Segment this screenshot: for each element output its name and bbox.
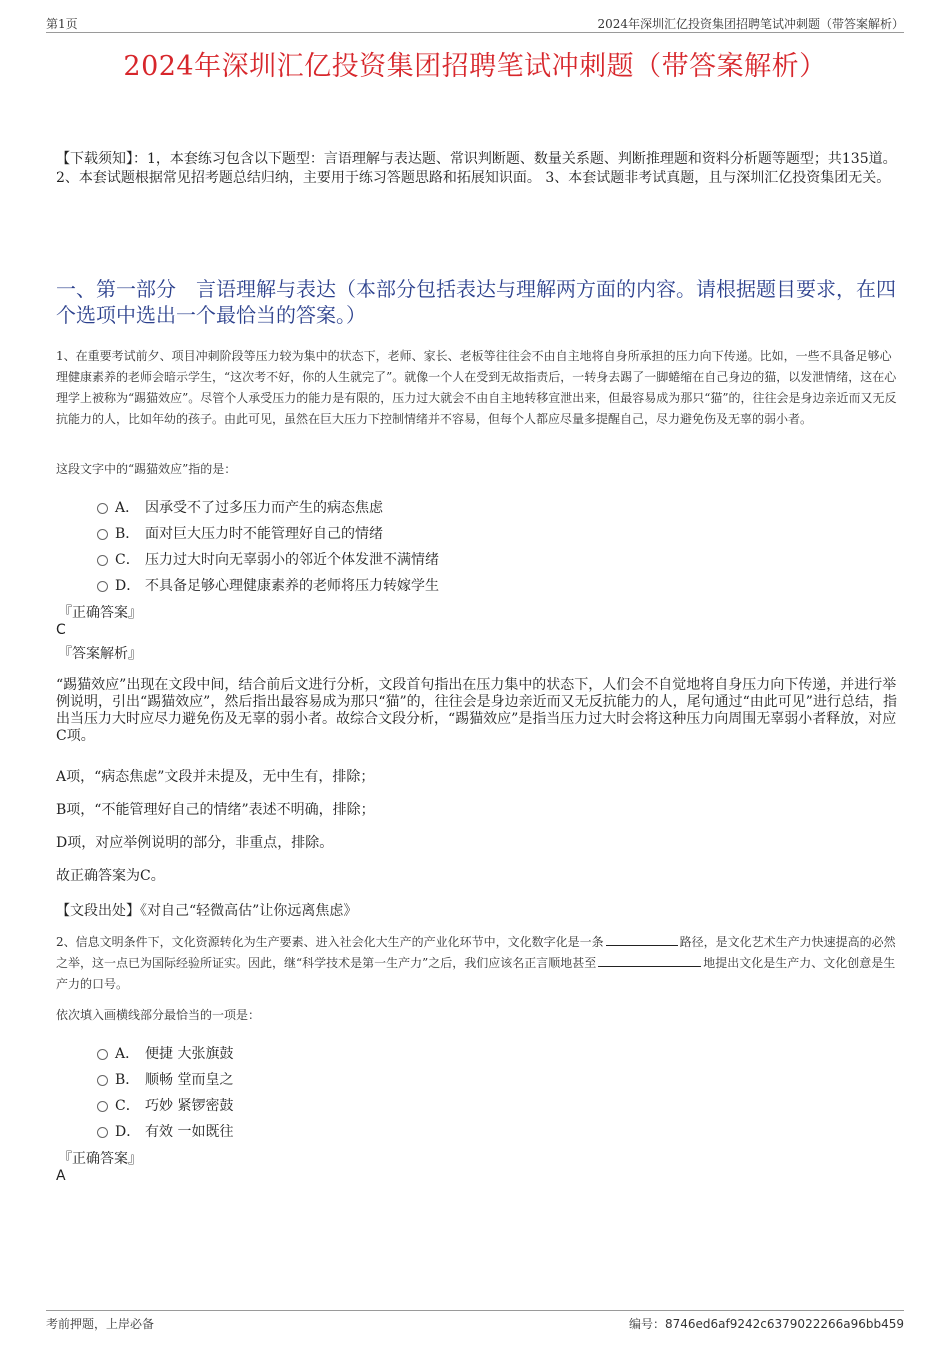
document-code: 8746ed6af9242c6379022266a96bb459 [665, 1317, 904, 1331]
radio-icon[interactable] [97, 581, 108, 592]
section-number: 一、第一部分 [56, 277, 176, 301]
radio-icon[interactable] [97, 555, 108, 566]
header-doc-title: 2024年深圳汇亿投资集团招聘笔试冲刺题（带答案解析） [597, 17, 904, 31]
question-1-note: B项，“不能管理好自己的情绪”表述不明确，排除； [56, 802, 375, 818]
question-2-answer: A [56, 1168, 66, 1184]
question-2-stem: 2、信息文明条件下，文化资源转化为生产要素、进入社会化大生产的产业化环节中，文化数字化是一条 路径，是文化艺术生产力快速提高的必然之举，这一点已为国际经验所证实。因此，继“科学技术是第一生产力”之后，我们应该名正言顺地甚至 地提出文化是生产力、文化创意是生产力的口号。 [56, 935, 896, 991]
option-letter: C． [115, 1098, 140, 1114]
option-text: 巧妙 紧锣密鼓 [145, 1098, 234, 1114]
question-1-note: A项，“病态焦虑”文段并未提及，无中生有，排除； [56, 769, 375, 785]
option-letter: A． [115, 1046, 140, 1062]
section-title: 言语理解与表达（本部分包括表达与理解两方面的内容。请根据题目要求，在四个选项中选出一个最恰当的答案。） [56, 277, 896, 327]
radio-icon[interactable] [97, 529, 108, 540]
fill-blank-1[interactable] [606, 934, 678, 946]
option-letter: C． [115, 552, 140, 568]
option-letter: D． [115, 1124, 141, 1140]
page-header [46, 14, 904, 33]
option-text: 不具备足够心理健康素养的老师将压力转嫁学生 [145, 578, 439, 594]
option-letter: A． [115, 500, 140, 516]
radio-icon[interactable] [97, 1101, 108, 1112]
footer-slogan: 考前押题，上岸必备 [46, 1317, 155, 1331]
question-2-prompt: 依次填入画横线部分最恰当的一项是： [56, 1008, 261, 1022]
question-1-source: 【文段出处】《对自己“轻微高估”让你远离焦虑》 [56, 903, 358, 919]
page-number: 第1页 [46, 17, 78, 31]
option-letter: B． [115, 526, 140, 542]
radio-icon[interactable] [97, 1049, 108, 1060]
question-1-answer: C [56, 622, 66, 638]
option-text: 面对巨大压力时不能管理好自己的情绪 [145, 526, 383, 542]
section-heading [56, 276, 901, 328]
question-1-prompt: 这段文字中的“踢猫效应”指的是： [56, 462, 237, 476]
question-1-note: D项，对应举例说明的部分，非重点，排除。 [56, 835, 334, 851]
question-1-analysis: “踢猫效应”出现在文段中间，结合前后文进行分析，文段首句指出在压力集中的状态下，人们会不自觉地将自身压力向下传递，并进行举例说明，引出“踢猫效应”，然后指出最容易成为那只“猫”的，往往会是身边亲近而又无反抗能力的人，尾句通过“由此可见”进行总结，指出当压力大时应尽力避免伤及无辜的弱小者。故综合文段分析，“踢猫效应”是指当压力过大时会将这种压力向周围无辜弱小者释放，对应C项。 [56, 677, 897, 744]
radio-icon[interactable] [97, 1075, 108, 1086]
option-text: 顺畅 堂而皇之 [145, 1072, 234, 1088]
option-text: 有效 一如既往 [145, 1124, 234, 1140]
footer-code: 编号：8746ed6af9242c6379022266a96bb459 [628, 1317, 904, 1331]
option-letter: D． [115, 578, 141, 594]
radio-icon[interactable] [97, 503, 108, 514]
option-text: 便捷 大张旗鼓 [145, 1046, 234, 1062]
option-letter: B． [115, 1072, 140, 1088]
option-text: 压力过大时向无辜弱小的邻近个体发泄不满情绪 [145, 552, 439, 568]
document-title: 2024年深圳汇亿投资集团招聘笔试冲刺题（带答案解析） [123, 51, 827, 82]
question-1-stem: 1、在重要考试前夕、项目冲刺阶段等压力较为集中的状态下，老师、家长、老板等往往会不由自主地将自身所承担的压力向下传递。比如，一些不具备足够心理健康素养的老师会暗示学生，“这次考不好，你的人生就完了”。就像一个人在受到无故指责后，一转身去踢了一脚蜷缩在自己身边的猫，以发泄情绪，这在心理学上被称为“踢猫效应”。尽管个人承受压力的能力是有限的，压力过大就会不由自主地转移宣泄出来，但最容易成为那只“猫”的，往往会是身边亲近而又无反抗能力的人，比如年幼的孩子。由此可见，虽然在巨大压力下控制情绪并不容易，但每个人都应尽量多提醒自己，尽力避免伤及无辜的弱小者。 [56, 349, 897, 426]
download-notice: 【下载须知】：1，本套练习包含以下题型：言语理解与表达题、常识判断题、数量关系题、判断推理题和资料分析题等题型；共135道。 2、本套试题根据常见招考题总结归纳，主要用于练习答题思路和拓展知识面。 3、本套试题非考试真题，且与深圳汇亿投资集团无关。 [56, 151, 897, 186]
page-footer [46, 1310, 904, 1331]
question-1-analysis-label: 『答案解析』 [58, 646, 142, 662]
radio-icon[interactable] [97, 1127, 108, 1138]
question-1-conclusion: 故正确答案为C。 [56, 868, 165, 884]
fill-blank-2[interactable] [598, 955, 701, 967]
question-1-answer-label: 『正确答案』 [58, 605, 142, 621]
question-2-answer-label: 『正确答案』 [58, 1151, 142, 1167]
option-text: 因承受不了过多压力而产生的病态焦虑 [145, 500, 383, 516]
